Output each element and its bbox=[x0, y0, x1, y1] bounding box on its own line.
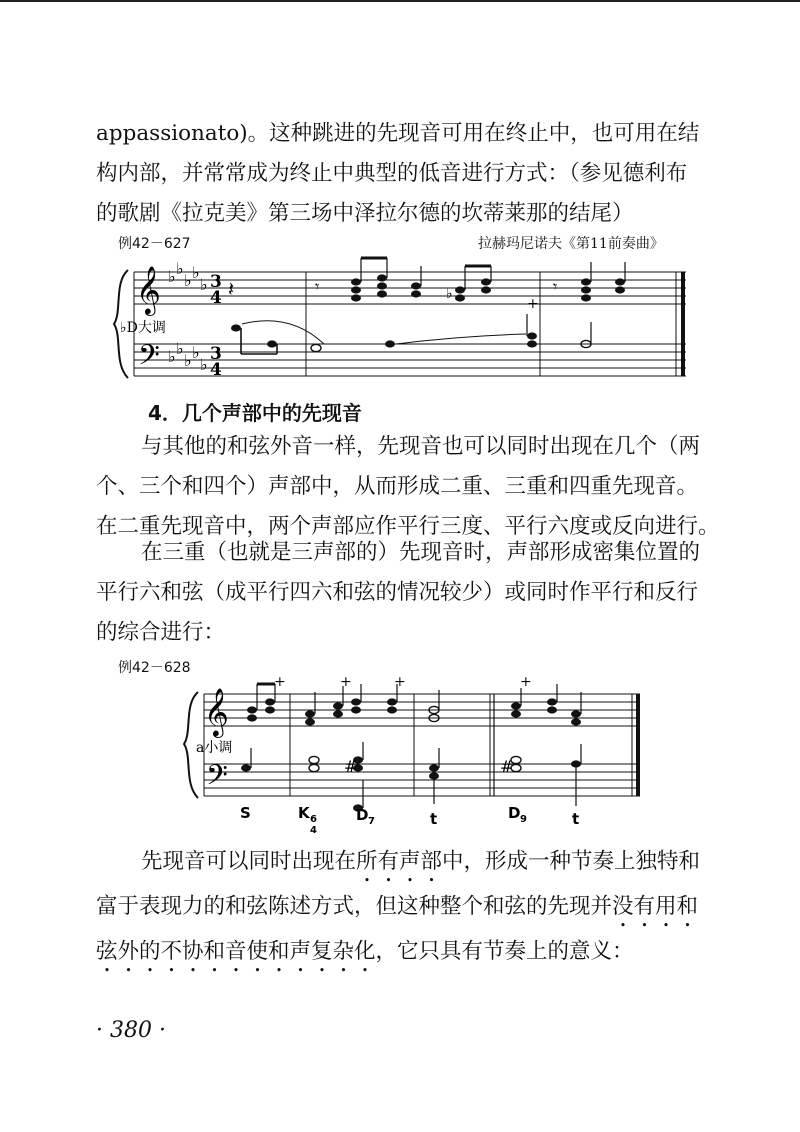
emphasized-text: 弦外的不协和音使和声复杂化 bbox=[96, 939, 376, 964]
svg-text:♭: ♭ bbox=[192, 343, 200, 362]
paragraph-line: 在三重（也就是三声部的）先现音时，声部形成密集位置的 bbox=[141, 540, 701, 565]
emphasized-text: 所有声部 bbox=[356, 849, 443, 874]
svg-text:𝄞: 𝄞 bbox=[204, 687, 229, 736]
svg-text:𝄢: 𝄢 bbox=[206, 759, 228, 799]
paragraph-line: 的歌剧《拉克美》第三场中泽拉尔德的坎蒂莱那的结尾） bbox=[96, 201, 634, 226]
function-label: 7 bbox=[368, 816, 375, 827]
example-1-label: 例42－627 bbox=[118, 236, 191, 252]
svg-text:♭: ♭ bbox=[184, 351, 192, 370]
paragraph-line: 个、三个和四个）声部中，从而形成二重、三重和四重先现音。 bbox=[96, 474, 699, 499]
function-label: D bbox=[356, 806, 369, 824]
svg-text:𝄾: 𝄾 bbox=[315, 277, 320, 296]
svg-text:♭: ♭ bbox=[446, 286, 453, 302]
svg-text:4: 4 bbox=[210, 360, 222, 380]
music-score-example-2 bbox=[180, 676, 650, 836]
svg-text:♭: ♭ bbox=[176, 339, 184, 358]
paragraph-line: appassionato)。这种跳进的先现音可用在终止中，也可用在结 bbox=[96, 121, 700, 146]
svg-text:+: + bbox=[340, 674, 352, 690]
page-top-edge bbox=[0, 0, 800, 2]
paragraph-line: 富于表现力的和弦陈述方式，但这种整个和弦的先现并没有用和 bbox=[96, 894, 699, 919]
svg-text:♭: ♭ bbox=[200, 275, 208, 294]
function-label: 9 bbox=[520, 814, 527, 825]
svg-text:4: 4 bbox=[210, 288, 222, 308]
function-label: D bbox=[508, 804, 521, 822]
svg-text:♭: ♭ bbox=[176, 259, 184, 278]
emphasized-text: 没有用和 bbox=[612, 894, 699, 919]
paragraph-4 bbox=[96, 842, 708, 977]
paragraph-line: 弦外的不协和音使和声复杂化，它只具有节奏上的意义： bbox=[96, 939, 634, 964]
svg-text:+: + bbox=[394, 674, 406, 690]
paragraph-3 bbox=[96, 533, 708, 653]
svg-text:+: + bbox=[527, 296, 539, 312]
svg-text:+: + bbox=[520, 674, 532, 690]
svg-text:𝄾: 𝄾 bbox=[553, 277, 558, 296]
paragraph-line: 先现音可以同时出现在所有声部中，形成一种节奏上独特和 bbox=[141, 849, 701, 874]
function-label: S bbox=[240, 804, 251, 822]
function-label: t bbox=[572, 810, 580, 828]
svg-text:♭: ♭ bbox=[168, 347, 176, 366]
svg-text:𝄢: 𝄢 bbox=[138, 339, 160, 379]
function-label: t bbox=[430, 810, 438, 828]
svg-text:♭: ♭ bbox=[168, 267, 176, 286]
example-1-source: 拉赫玛尼诺夫《第11前奏曲》 bbox=[478, 236, 664, 252]
paragraph-line: 在二重先现音中，两个声部应作平行三度、平行六度或反向进行。 bbox=[96, 514, 720, 539]
svg-text:𝄞: 𝄞 bbox=[136, 265, 161, 314]
svg-text:3: 3 bbox=[210, 272, 222, 292]
paragraph-line: 构内部，并常常成为终止中典型的低音进行方式：（参见德利布 bbox=[96, 161, 688, 186]
music-score-example-1 bbox=[100, 252, 700, 392]
svg-text:#: # bbox=[500, 757, 514, 776]
section-heading: 4．几个声部中的先现音 bbox=[148, 401, 362, 425]
paragraph-2 bbox=[96, 427, 720, 547]
svg-text:♭: ♭ bbox=[200, 355, 208, 374]
page-number: · 380 · bbox=[96, 1018, 166, 1043]
paragraph-line: 平行六和弦（成平行四六和弦的情况较少）或同时作平行和反行 bbox=[96, 580, 699, 605]
example-2-label: 例42－628 bbox=[118, 660, 191, 676]
svg-text:+: + bbox=[274, 674, 286, 690]
svg-text:♭: ♭ bbox=[184, 271, 192, 290]
svg-text:𝄽: 𝄽 bbox=[228, 277, 235, 301]
paragraph-1 bbox=[96, 114, 708, 234]
svg-text:#: # bbox=[344, 757, 358, 776]
example-1-key-label: ♭D大调 bbox=[120, 320, 166, 336]
example-2-key-label: a小调 bbox=[196, 740, 233, 756]
paragraph-line: 与其他的和弦外音一样，先现音也可以同时出现在几个（两 bbox=[141, 434, 701, 459]
paragraph-line: 的综合进行： bbox=[96, 620, 226, 645]
svg-text:3: 3 bbox=[210, 344, 222, 364]
function-label: K bbox=[298, 804, 310, 822]
svg-text:♭: ♭ bbox=[192, 263, 200, 282]
function-label: 6 bbox=[310, 814, 317, 825]
function-label: 4 bbox=[310, 825, 317, 836]
